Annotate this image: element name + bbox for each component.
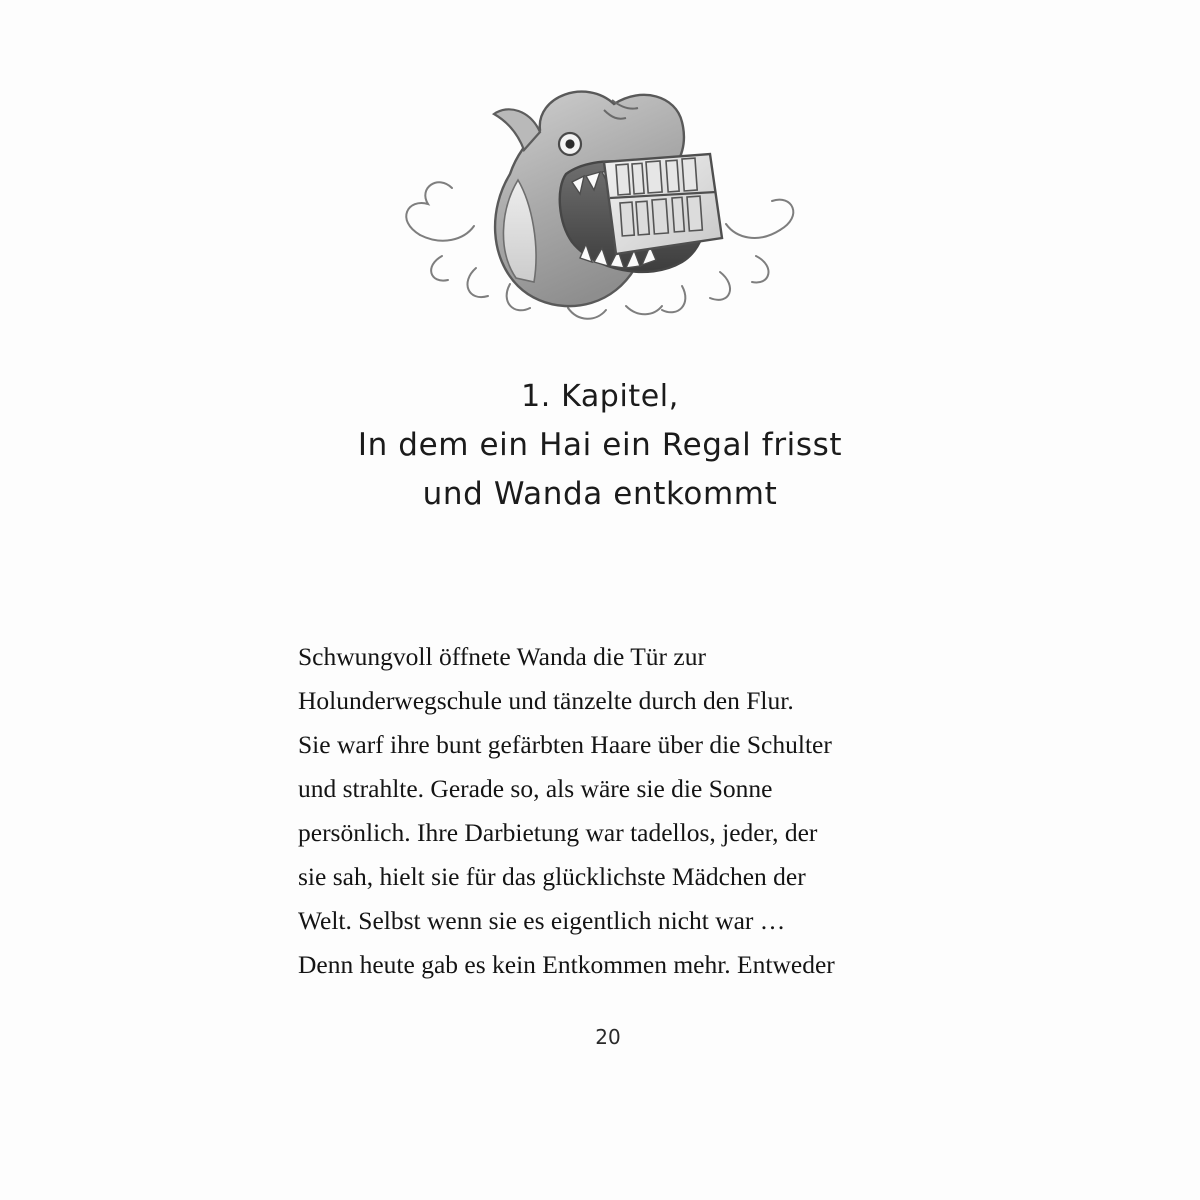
chapter-heading — [0, 372, 1200, 519]
body-line: Welt. Selbst wenn sie es eigentlich nicht war … — [298, 906, 786, 935]
body-line: Sie warf ihre bunt gefärbten Haare über die Schulter — [298, 730, 832, 759]
page-number — [0, 1025, 1200, 1049]
body-paragraph — [298, 635, 938, 987]
body-line: Schwungvoll öffnete Wanda die Tür zur — [298, 642, 706, 671]
chapter-heading-line-3: und Wanda entkommt — [422, 476, 778, 512]
body-line: Denn heute gab es kein Entkommen mehr. Entweder — [298, 950, 835, 979]
body-line: und strahlte. Gerade so, als wäre sie die Sonne — [298, 774, 773, 803]
body-line: persönlich. Ihre Darbietung war tadellos, jeder, der — [298, 818, 818, 847]
chapter-heading-line-2: In dem ein Hai ein Regal frisst — [357, 427, 843, 463]
chapter-heading-line-1: 1. Kapitel, — [521, 379, 679, 414]
body-line: Holunderwegschule und tänzelte durch den Flur. — [298, 686, 794, 715]
page-number-value: 20 — [595, 1025, 621, 1049]
bookshelf-in-mouth — [604, 154, 722, 254]
body-line: sie sah, hielt sie für das glücklichste Mädchen der — [298, 862, 806, 891]
shark-eating-bookshelf-illustration — [0, 60, 1200, 340]
